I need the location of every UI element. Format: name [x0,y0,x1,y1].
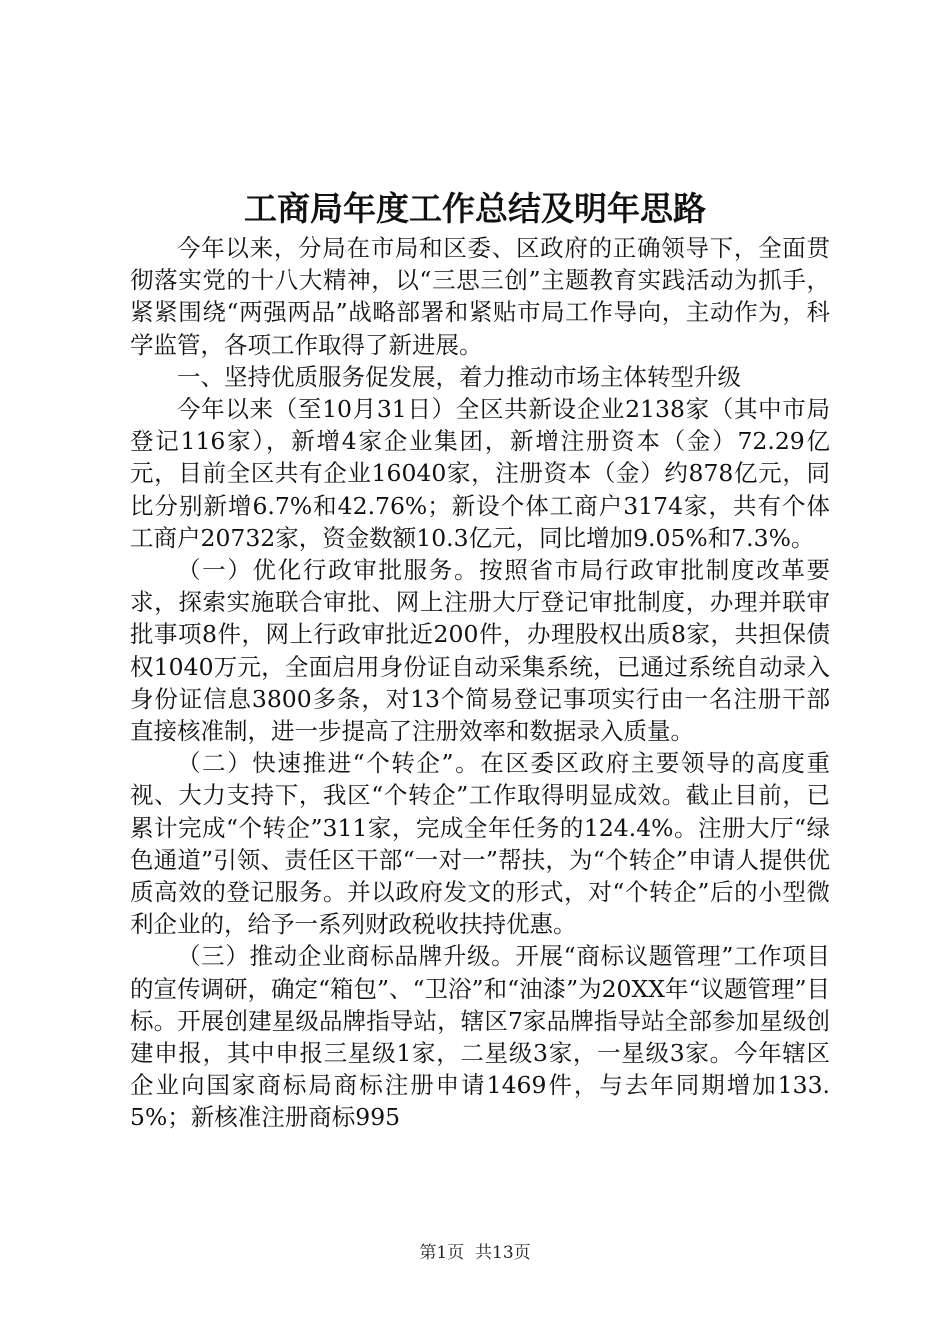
page-number: 第1页 [419,1243,465,1263]
page-footer [0,1242,950,1264]
paragraph-item-3: （三）推动企业商标品牌升级。开展“商标议题管理”工作项目的宣传调研，确定“箱包”、“卫浴”和“油漆”为20XX年“议题管理”目标。开展创建星级品牌指导站，辖区7家品牌指导站全部参加星级创建申报，其中申报三星级1家，二星级3家，一星级3家。今年辖区企业向国家商标局商标注册申请1469件，与去年同期增加133.5%；新核准注册商标995 [130,942,830,1132]
paragraph-statistics: 今年以来（至10月31日）全区共新设企业2138家（其中市局登记116家），新增4家企业集团，新增注册资本（金）72.29亿元，目前全区共有企业16040家，注册资本（金）约878亿元，同比分别新增6.7%和42.76%；新设个体工商户3174家，共有个体工商户20732家，资金数额10.3亿元，同比增加9.05%和7.3%。 [130,395,830,552]
section-heading-1: 一、坚持优质服务促发展，着力推动市场主体转型升级 [177,362,741,391]
paragraph-item-1: （一）优化行政审批服务。按照省市局行政审批制度改革要求，探索实施联合审批、网上注册大厅登记审批制度，办理并联审批事项8件，网上行政审批近200件，办理股权出质8家，共担保债权1040万元，全面启用身份证自动采集系统，已通过系统自动录入身份证信息3800多条，对13个简易登记事项实行由一名注册干部直接核准制，进一步提高了注册效率和数据录入质量。 [130,556,830,746]
paragraph-intro: 今年以来，分局在市局和区委、区政府的正确领导下，全面贯彻落实党的十八大精神，以“三思三创”主题教育实践活动为抓手，紧紧围绕“两强两品”战略部署和紧贴市局工作导向，主动作为，科学监管，各项工作取得了新进展。 [130,234,830,359]
document-title: 工商局年度工作总结及明年思路 [244,189,706,228]
paragraph-item-2: （二）快速推进“个转企”。在区委区政府主要领导的高度重视、大力支持下，我区“个转企”工作取得明显成效。截止目前，已累计完成“个转企”311家，完成全年任务的124.4%。注册大厅“绿色通道”引领、责任区干部“一对一”帮扶，为“个转企”申请人提供优质高效的登记服务。并以政府发文的形式，对“个转企”后的小型微利企业的，给予一系列财政税收扶持优惠。 [130,749,830,939]
page-total: 共13页 [475,1243,531,1263]
document-body [130,232,830,1134]
